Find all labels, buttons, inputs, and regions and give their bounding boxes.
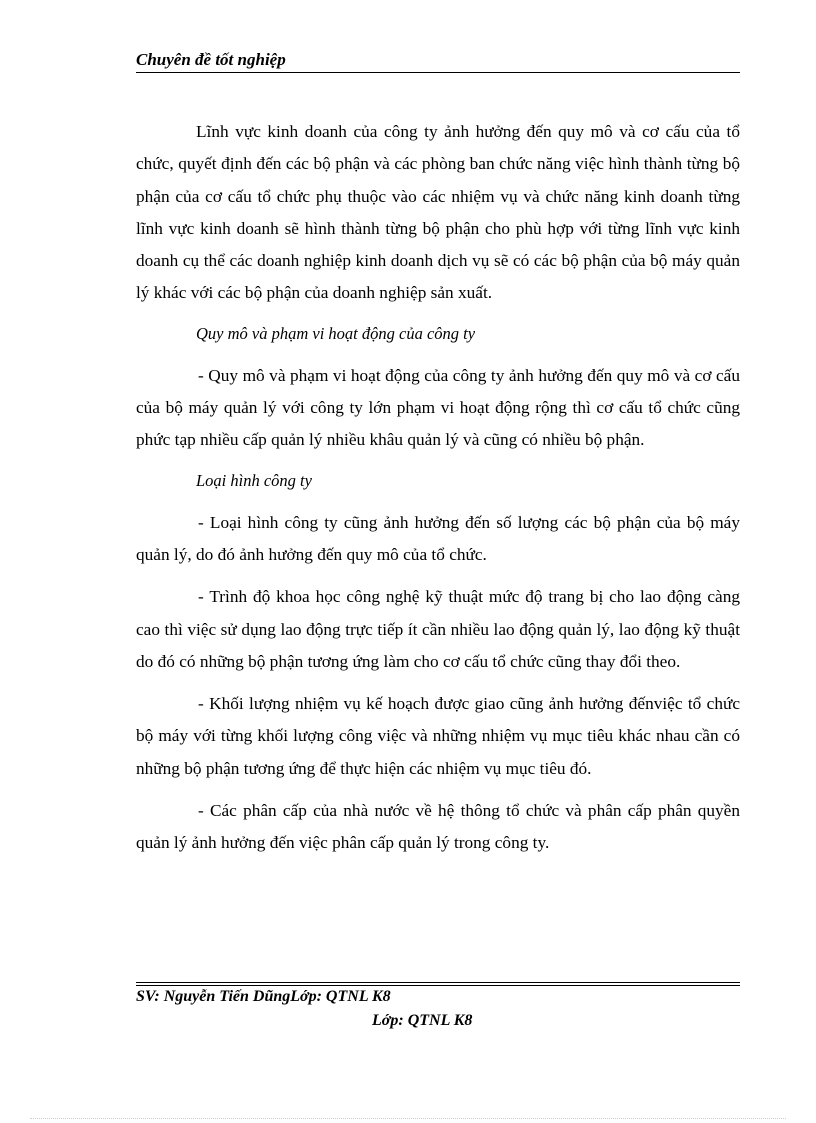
paragraph-business-field: Lĩnh vực kinh doanh của công ty ảnh hưởng đến quy mô và cơ cấu của tổ chức, quyết định đến các bộ phận và các phòng ban chức năng việc hình thành từng bộ phận của cơ cấu tổ chức phụ thuộc vào các nhiệm vụ và chức năng kinh doanh từng lĩnh vực kinh doanh sẽ hình thành từng bộ phận cho phù hợp với từng lĩnh vực kinh doanh cụ thể các doanh nghiệp kinh doanh dịch vụ sẽ có các bộ phận của bộ máy quản lý khác với các bộ phận của doanh nghiệp sản xuất.	[136, 122, 740, 303]
page-header	[136, 48, 740, 73]
paragraph-state-decentralization: - Các phân cấp của nhà nước về hệ thông tổ chức và phân cấp phân quyền quản lý ảnh hưởng đến việc phân cấp quản lý trong công ty.	[136, 801, 740, 853]
footer-divider-top	[136, 982, 740, 983]
subheading-scale-scope: Quy mô và phạm vi hoạt động của công ty	[196, 323, 476, 343]
header-title: Chuyên đề tốt nghiệp	[136, 50, 286, 69]
paragraph-company-type: - Loại hình công ty cũng ảnh hưởng đến số lượng các bộ phận của bộ máy quản lý, do đó ảnh hưởng đến quy mô của tổ chức.	[136, 512, 740, 564]
footer-class-info: Lớp: QTNL K8	[372, 1012, 473, 1029]
footer-student-info: SV: Nguyễn Tiến DũngLớp: QTNL K8	[136, 988, 391, 1005]
page-bottom-edge	[30, 1118, 786, 1119]
paragraph-scale-scope: - Quy mô và phạm vi hoạt động của công ty ảnh hưởng đến quy mô và cơ cấu của bộ máy quản lý với công ty lớn phạm vi hoạt động rộng thì cơ cấu tổ chức cũng phức tạp nhiều cấp quản lý nhiều khâu quản lý và cũng có nhiều bộ phận.	[136, 365, 740, 450]
document-body	[136, 116, 740, 870]
footer-divider-bottom	[136, 985, 740, 986]
subheading-company-type: Loại hình công ty	[196, 470, 312, 490]
paragraph-technology-level: - Trình độ khoa học công nghệ kỹ thuật mức độ trang bị cho lao động càng cao thì việc sử dụng lao động trực tiếp ít cần nhiều lao động quản lý, lao động kỹ thuật do đó có những bộ phận tương ứng làm cho cơ cấu tổ chức cũng thay đổi theo.	[136, 587, 740, 671]
paragraph-workload: - Khối lượng nhiệm vụ kế hoạch được giao cũng ảnh hưởng đếnviệc tổ chức bộ máy với từng khối lượng công việc và những nhiệm vụ mục tiêu khác nhau cần có những bộ phận tương ứng để thực hiện các nhiệm vụ mục tiêu đó.	[136, 694, 740, 778]
